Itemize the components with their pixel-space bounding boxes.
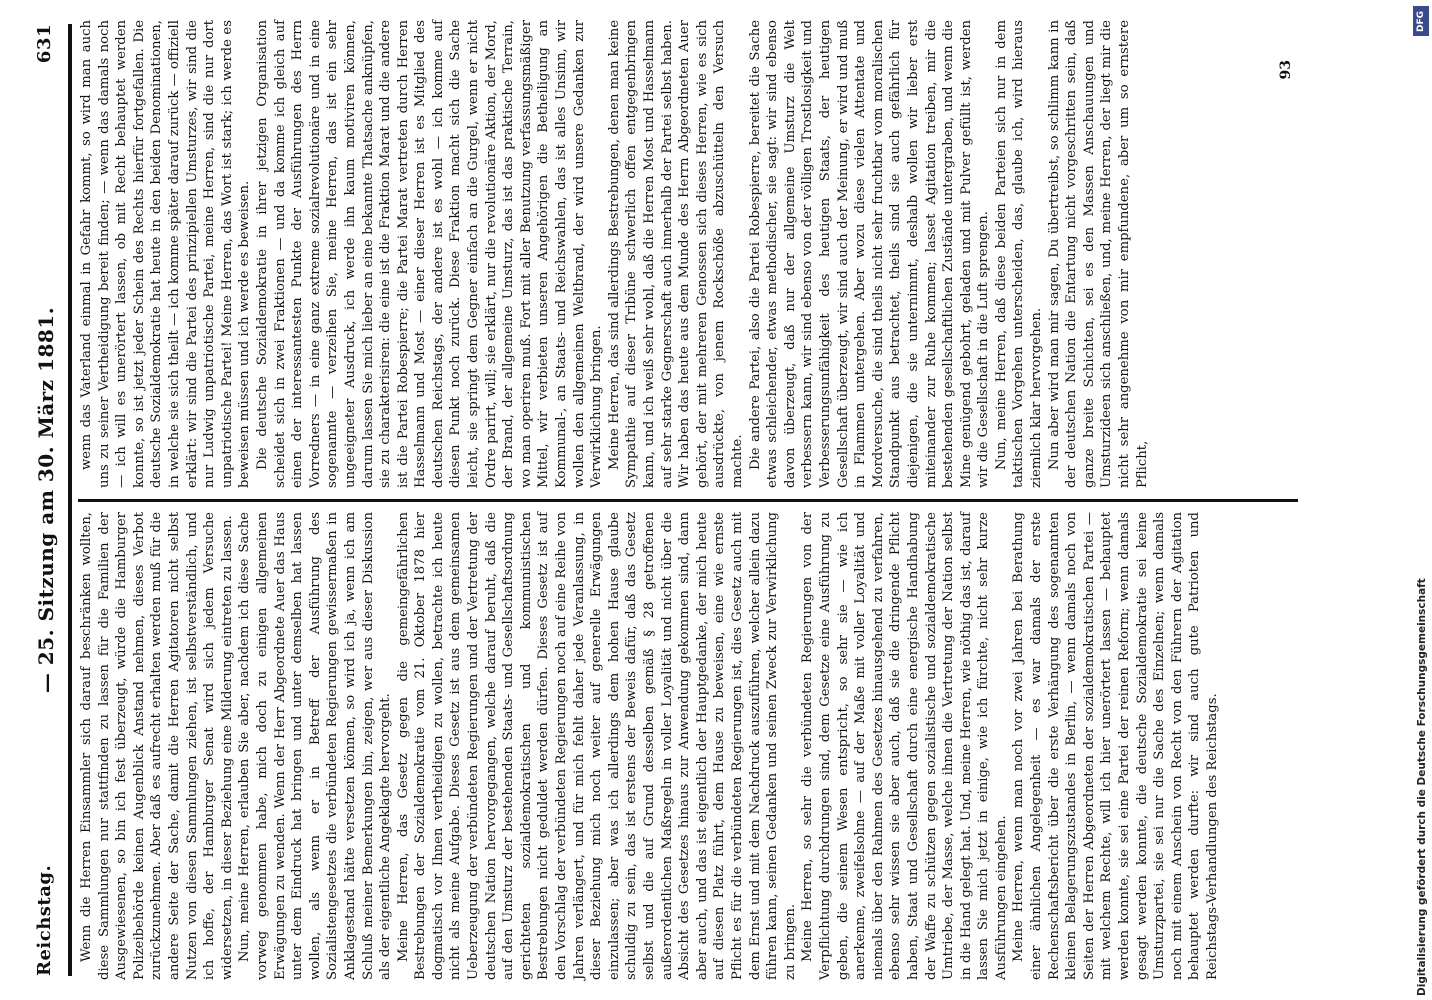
paragraph: Die deutsche Sozialdemokratie in ihrer jetzigen Organisation scheidet sich in zwei Fraktionen — und da komme ich gleich auf einen der interessantesten Punkte der Ausführungen des Herrn Vorredners — in eine ganz extreme sozialrevolutionäre und in eine sogenannte — verzeihen Sie, meine Herren, das ist ein sehr ungeeigneter Ausdruck, ich werde ihn kaum motiviren können, darum lassen Sie mich lieber an eine bekannte Thatsache anknüpfen, sie zu charakterisiren: die eine ist die Fraktion Marat und die andere ist die Partei Robespierre; die Partei Marat vertreten durch Herren Hasselmann und Most — einer dieser Herren ist es Mitglied des deutschen Reichstags, der andere ist es wohl — ich komme auf diesen Punkt noch zurück. Diese Fraktion macht sich die Sache leicht, sie springt dem Gegner einfach an die Gurgel, wenn er nicht Ordre parirt, will; sie erklärt, nur die revolutionäre Aktion, der Mord, der Brand, der allgemeine Umsturz, das ist das praktische Terrain, wo man operiren muß. Fort mit aller Benutzung verfassungsmäßiger Mittel, wir verbieten unseren Angehörigen die Betheiligung an Kommunal-, an Staats- und Reichswahlen, das ist alles Unsinn, wir wollen den allgemeinen Weltbrand, der wird unsere Gedanken zur Verwirklichung bringen. [254,20,605,488]
paragraph: Meine Herren, so sehr die verbündeten Regierungen von der Verpflichtung durchdrungen sind, dem Gesetze eine Ausführung zu geben, die seinem Wesen entspricht, so sehr sie — wie ich anerkenne, zweifelsohne — auf der Maße mit voller Loyalität und niemals über den Rahmen des Gesetzes hinausgehend zu verfahren, ebenso sehr wissen sie aber auch, daß sie die dringende Pflicht haben, Staat und Gesellschaft durch eine energische Handhabung der Waffe zu schützen gegen sozialistische und sozialdemokratische Umtriebe, der Masse, welche ihnen die Vertretung der Nation selbst in die Hand gelegt hat. Und, meine Herren, wie nöthig das ist, darauf lassen Sie mich jetzt in einige, wie ich fürchte, nicht sehr kurze Ausführungen eingehen. [800,512,1009,980]
header-title: — 25. Sitzung am 30. März 1881. [34,306,58,694]
paragraph: Nun, meine Herren, daß diese beiden Parteien sich nur in dem taktischen Vorgehen unterscheiden, das, glaube ich, wird hieraus ziemlich klar hervorgehen. [993,20,1045,488]
paragraph: Die andere Partei, also die Partei Robespierre, bereitet die Sache etwas schleichender, etwas methodischer, sie sagt: wir sind ebenso davon überzeugt, daß nur der allgemeine Umsturz die Welt verbessern kann, wir sind ebenso von der völligen Trostlosigkeit und Verbesserungsunfähigkeit des heutigen Staats, der heutigen Gesellschaft überzeugt, wir sind auch der Meinung, er wird und muß in Flammen untergehen. Aber wozu diese vielen Attentate und Mordversuche, die sind theils nicht sehr fruchtbar vom moralischen Standpunkt aus betrachtet, theils sind sie auch gefährlich für diejenigen, die sie unternimmt, deshalb wollen wir lieber erst miteinander zur Ruhe kommen; lasset Agitation treiben, mir die bestehenden gesellschaftlichen Zustände untergraben, und wenn die Mine genügend gebohrt, geladen und mit Pulver gefüllt ist, werden wir die Gesellschaft in die Luft sprengen. [747,20,992,488]
text-column-right [78,20,1290,488]
signature-number: 93 [1278,60,1294,80]
page-header [28,24,72,976]
header-left: Reichstag. [34,864,55,976]
paragraph: Wenn die Herren Einsammler sich darauf beschränken wollten, diese Sammlungen nur stattfinden zu lassen für die Familien der Ausgewiesenen, so bin ich fest überzeugt, würde die Hamburger Polizeibehörde keinen Augenblick Anstand nehmen, dieses Verbot zurückzunehmen. Aber daß es aufrecht erhalten werden muß für die andere Seite der Sache, damit die Herren Agitatoren nicht selbst Nutzen von diesen Sammlungen ziehen, ist selbstverständlich, und ich hoffe, der Hamburger Senat wird sich jedem Versuche widersetzen, in dieser Beziehung eine Milderung eintreten zu lassen. [79,512,235,980]
paragraph: Meine Herren, wenn man noch vor zwei Jahren bei Berathung einer ähnlichen Angelegenheit — es war damals der erste Rechenschaftsbericht über die erste Verhängung des sogenannten kleinen Belagerungszustandes in Berlin, — wenn damals noch von Seiten der Herren Abgeordneten der sozialdemokratischen Partei — mit welchem Rechte, will ich hier unerörtert lassen — behauptet werden konnte, sie sei eine Partei der reinen Reform; wenn damals gesagt werden konnte, die deutsche Sozialdemokratie sei keine Umsturzpartei, sie sei nur die Sache des Einzelnen; wenn damals noch mit einem Anschein von Recht von den Führern der Agitation behauptet werden durfte: wir sind auch gute Patrioten und Reichstags-Verhandlungen des Reichstags. [1011,512,1220,980]
column-divider [78,499,1298,502]
dfg-sidebar-text: Digitalisierung gefördert durch die Deutsche Forschungsgemeinschaft [1416,578,1428,996]
paragraph: Meine Herren, das sind allerdings Bestrebungen, denen man keine Sympathie auf dieser Tribüne schwerlich offen entgegenbringen kann, und ich weiß sehr wohl, daß die Herren Most und Hasselmann auf sehr starke Gegnerschaft auch innerhalb der Partei selbst haben. Wir haben das heute aus dem Munde des Herrn Abgeordneten Auer gehört, der mit mehreren Genossen sich dieses Herren, wie es sich ausdrückte, von jenem Rockschöße abzuschütteln den Versuch machte. [606,20,745,488]
dfg-logo: DFG [1413,6,1429,36]
paragraph: Nun, meine Herren, erlauben Sie aber, nachdem ich diese Sache vorweg genommen habe, mich doch zu einigen allgemeinen Erwägungen zu wenden. Wenn der Herr Abgeordnete Auer das Haus unter dem Eindruck hat bringen und unter demselben hat lassen wollen, als wenn er in Betreff der Ausführung des Sozialistengesetzes die verbündeten Regierungen gewissermaßen in Anklagestand hätte versetzen können, so wird ich ja, wenn ich am Schluß meiner Bemerkungen bin, zeigen, wer aus dieser Diskussion als der eigentliche Angeklagte hervorgeht. [237,512,394,980]
paragraph: Meine Herren, das Gesetz gegen die gemeingefährlichen Bestrebungen der Sozialdemokratie vom 21. Oktober 1878 hier dogmatisch vor Ihnen vertheidigen zu wollen, betrachte ich heute nicht als meine Aufgabe. Dieses Gesetz ist aus dem gemeinsamen Ueberzeugung der verbündeten Regierungen und der Vertretung der deutschen Nation hervorgegangen, welche darauf beruht, daß die auf den Umsturz der bestehenden Staats- und Gesellschaftsordnung gerichteten sozialdemokratischen und kommunistischen Bestrebungen nicht geduldet werden dürfen. Dieses Gesetz ist auf den Vorschlag der verbündeten Regierungen noch auf eine Reihe von Jahren verlängert, und für mich fehlt daher jede Veranlassung, in dieser Beziehung mich noch weiter auf generelle Erwägungen einzulassen; aber was ich allerdings dem hohen Hause glaube schuldig zu sein, das ist erstens der Beweis dafür, daß das Gesetz selbst und die auf Grund desselben gemäß § 28 getroffenen außerordentlichen Maßregeln in voller Loyalität und nicht über die Absicht des Gesetzes hinaus zur Anwendung gekommen sind, dann aber auch, und das ist eigentlich der Hauptgedanke, der mich heute auf diesen Platz führt, dem Hause zu beweisen, eine wie ernste Pflicht es für die verbündeten Regierungen ist, dies Gesetz auch mit dem Ernst und mit dem Nachdruck auszuführen, welcher allein dazu führen kann, seinen Gedanken und seinen Zweck zur Verwirklichung zu bringen. [395,512,798,980]
text-column-left [78,512,1290,980]
paragraph: wenn das Vaterland einmal in Gefahr kommt, so wird man auch uns zu seiner Vertheidigung bereit finden; — wenn das damals noch — ich will es unerörtert lassen, ob mit Recht behauptet werden konnte, so ist jetzt jeder Schein des Rechts hierfür fortgefallen. Die deutsche Sozialdemokratie hat heute in den beiden Denominationen, in welche sie sich theilt — ich komme später darauf zurück — offiziell erklärt: wir sind die Partei des prinzipiellen Umsturzes, wir sind die nur Ludwig unpatriotische Partei, meine Herren, sind die nur dort unpatriotische Partei! Meine Herren, das Wort ist stark; ich werde es beweisen müssen und ich werde es beweisen. [79,20,253,488]
header-page-number: 631 [34,24,55,64]
paragraph: Nun aber wird man mir sagen, Du übertreibst, so schlimm kann in der deutschen Nation die Entartung nicht vorgeschritten sein, daß ganze breite Schichten, sei es den Massen Anschauungen und Umsturzideen sich anschließen, und, meine Herren, der liegt mir die nicht sehr angenehme von mir empfundene, aber um so ernstere Pflicht, [1046,20,1150,488]
